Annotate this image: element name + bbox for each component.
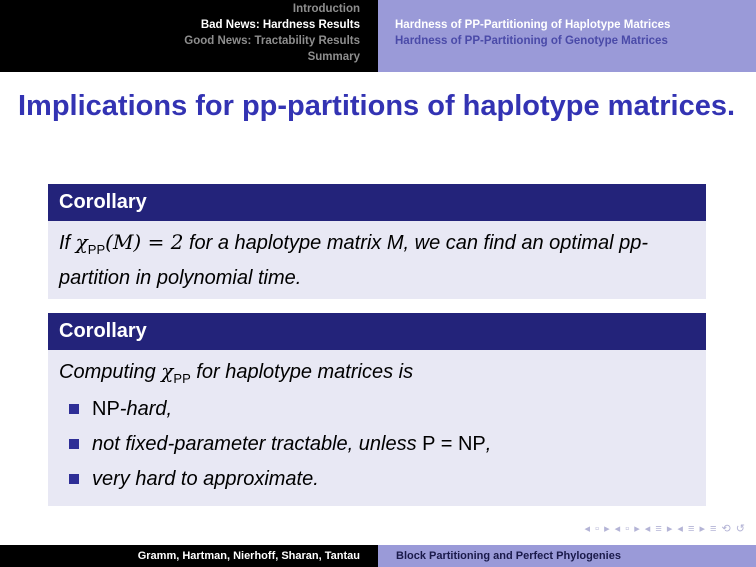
item-suffix: ,: [485, 433, 492, 455]
block-title: Corollary: [48, 184, 706, 221]
list-item: [59, 430, 695, 459]
body-prefix: If: [59, 232, 76, 254]
item-text: -hard,: [119, 398, 173, 420]
nav-section-bad-news[interactable]: Bad News: Hardness Results: [200, 19, 360, 31]
chi-symbol: χ: [161, 359, 174, 383]
bullet-marker: [69, 474, 79, 484]
nav-subsection-haplotype[interactable]: Hardness of PP-Partitioning of Haplotype Matrices: [395, 19, 671, 31]
nav-section-summary[interactable]: Summary: [307, 51, 360, 63]
section-navigation: [0, 0, 378, 72]
frame-title: Implications for pp-partitions of haplotype matrices.: [18, 90, 736, 122]
corollary-block-1: [48, 184, 706, 299]
bullet-marker: [69, 404, 79, 414]
item-list: [59, 395, 695, 494]
list-item: [59, 395, 695, 424]
item-rm-text: NP: [92, 398, 120, 420]
chi-symbol: χ: [75, 230, 88, 254]
header-bar: [0, 0, 756, 72]
corollary-block-2: [48, 313, 706, 506]
intro-text: for haplotype matrices is: [190, 361, 414, 383]
nav-section-introduction[interactable]: Introduction: [292, 3, 360, 15]
footer-bar: [0, 545, 756, 567]
intro-prefix: Computing: [59, 361, 162, 383]
bullet-marker: [69, 439, 79, 449]
equation-part: (M) = 2: [105, 230, 184, 254]
list-item: [59, 465, 695, 494]
block-intro: [59, 357, 695, 393]
chi-subscript: PP: [87, 242, 106, 257]
body-text: for a haplotype matrix M, we can find an optimal pp-partition in polynomial time.: [59, 232, 649, 289]
block-body: [48, 350, 706, 506]
nav-subsection-genotype[interactable]: Hardness of PP-Partitioning of Genotype Matrices: [395, 35, 668, 47]
item-text: not fixed-parameter tractable, unless: [92, 433, 423, 455]
beamer-navigation-icons[interactable]: ◂ ▫ ▸ ◂ ▫ ▸ ◂ ≡ ▸ ◂ ≡ ▸ ≡ ⟲ ↺: [584, 523, 746, 535]
chi-subscript: PP: [173, 371, 191, 386]
nav-section-good-news[interactable]: Good News: Tractability Results: [184, 35, 360, 47]
subsection-navigation: [378, 0, 756, 72]
footer-authors: Gramm, Hartman, Nierhoff, Sharan, Tantau: [0, 545, 378, 567]
block-title: Corollary: [48, 313, 706, 350]
item-text: very hard to approximate.: [92, 468, 319, 490]
footer-title: Block Partitioning and Perfect Phylogenies: [378, 545, 756, 567]
item-rm-text: P = NP: [422, 433, 486, 455]
block-body: [48, 221, 706, 299]
